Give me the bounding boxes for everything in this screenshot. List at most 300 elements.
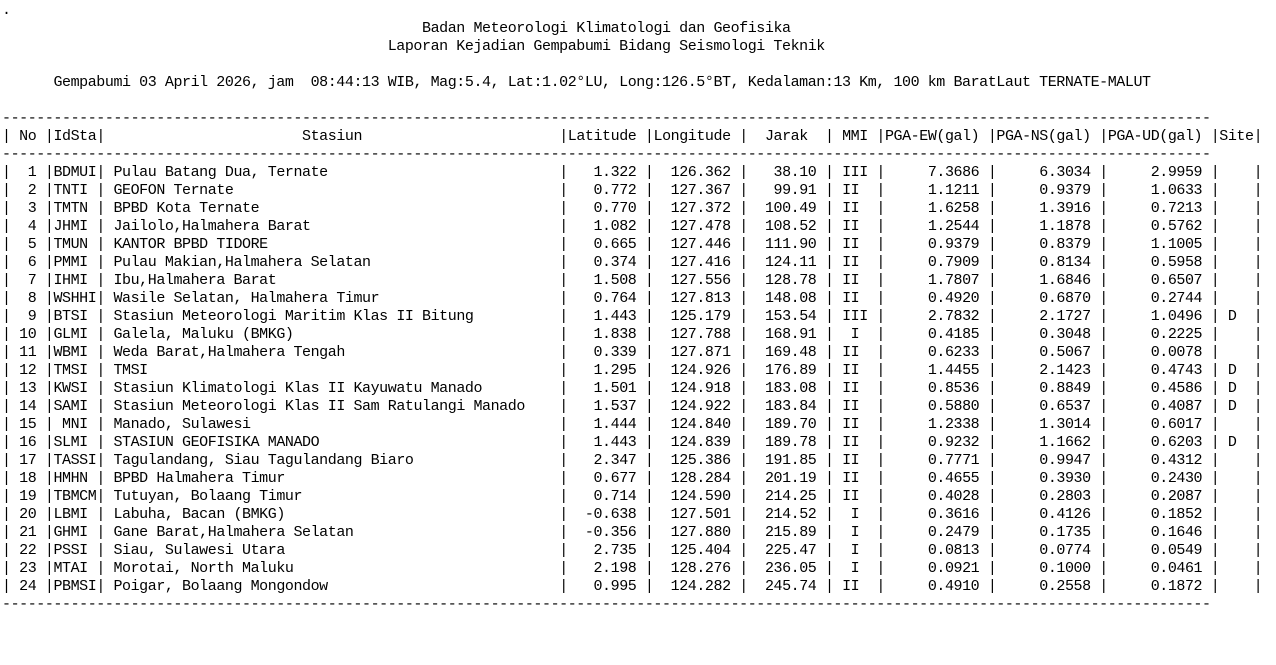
table-row: | 14 |SAMI | Stasiun Meteorologi Klas II Sam Ratulangi Manado | 1.537 | 124.922 | 183.84 | II | 0.5880 | 0.6537 | 0.4087 | D | [2, 398, 1263, 415]
distance: 214.25 [747, 488, 825, 505]
pga-ew: 0.4185 [884, 326, 988, 343]
distance: 183.08 [747, 380, 825, 397]
site [1219, 416, 1253, 433]
column-header: PGA-EW(gal) [884, 128, 988, 145]
pga-ns: 0.9379 [996, 182, 1100, 199]
pga-ew: 0.3616 [884, 506, 988, 523]
divider: --------------------------------------------------------------------------------------------------------------------------------------------- [2, 146, 1211, 163]
site [1219, 524, 1253, 541]
longitude: 127.446 [653, 236, 740, 253]
latitude: 1.082 [567, 218, 645, 235]
column-header: IdSta [53, 128, 97, 145]
pga-ew: 0.0921 [884, 560, 988, 577]
pga-ns: 1.1878 [996, 218, 1100, 235]
mmi: I [833, 560, 877, 577]
latitude: -0.638 [567, 506, 645, 523]
station-id: BDMUI [53, 164, 97, 181]
column-header: Longitude [653, 128, 740, 145]
mmi: II [833, 380, 877, 397]
table-row: | 3 |TMTN | BPBD Kota Ternate | 0.770 | 127.372 | 100.49 | II | 1.6258 | 1.3916 | 0.7213 | | [2, 200, 1263, 217]
distance: 148.08 [747, 290, 825, 307]
mmi: II [833, 578, 877, 595]
mmi: II [833, 488, 877, 505]
site: D [1219, 380, 1254, 397]
pga-ew: 0.4920 [884, 290, 988, 307]
site [1219, 290, 1253, 307]
site [1219, 272, 1253, 289]
station-id: GHMI [53, 524, 97, 541]
pga-ew: 1.4455 [884, 362, 988, 379]
site [1219, 200, 1253, 217]
station-name: Weda Barat,Halmahera Tengah [104, 344, 560, 361]
pga-ns: 0.6537 [996, 398, 1100, 415]
pga-ew: 0.2479 [884, 524, 988, 541]
pga-ud: 0.5762 [1107, 218, 1211, 235]
column-header: MMI [833, 128, 877, 145]
table-row: | 17 |TASSI| Tagulandang, Siau Tagulandang Biaro | 2.347 | 125.386 | 191.85 | II | 0.7771 | 0.9947 | 0.4312 | | [2, 452, 1263, 469]
pga-ew: 0.9232 [884, 434, 988, 451]
latitude: 2.735 [567, 542, 645, 559]
station-name: Stasiun Meteorologi Klas II Sam Ratulangi Manado [104, 398, 560, 415]
latitude: 1.295 [567, 362, 645, 379]
pga-ud: 0.7213 [1107, 200, 1211, 217]
station-name: Stasiun Klimatologi Klas II Kayuwatu Manado [104, 380, 560, 397]
pga-ns: 6.3034 [996, 164, 1100, 181]
station-id: WSHHI [53, 290, 97, 307]
station-name: Wasile Selatan, Halmahera Timur [104, 290, 560, 307]
station-name: Ibu,Halmahera Barat [104, 272, 560, 289]
distance: 38.10 [747, 164, 825, 181]
row-number: 14 [10, 398, 45, 415]
pga-ns: 0.6870 [996, 290, 1100, 307]
event-summary [2, 74, 1151, 91]
pga-ud: 0.2430 [1107, 470, 1211, 487]
site: D [1219, 434, 1254, 451]
pga-ud: 0.2087 [1107, 488, 1211, 505]
pga-ud: 0.1852 [1107, 506, 1211, 523]
station-name: Morotai, North Maluku [104, 560, 560, 577]
pga-ud: 1.0633 [1107, 182, 1211, 199]
distance: 153.54 [747, 308, 825, 325]
pga-ns: 1.3014 [996, 416, 1100, 433]
station-name: BPBD Kota Ternate [104, 200, 560, 217]
pga-ud: 2.9959 [1107, 164, 1211, 181]
latitude: 1.322 [567, 164, 645, 181]
latitude: 0.770 [567, 200, 645, 217]
distance: 183.84 [747, 398, 825, 415]
pga-ns: 0.3048 [996, 326, 1100, 343]
station-id: BTSI [53, 308, 97, 325]
station-id: PSSI [53, 542, 97, 559]
table-header: | No |IdSta| Stasiun |Latitude |Longitude | Jarak | MMI |PGA-EW(gal) |PGA-NS(gal) |PGA-UD(gal) |Site| [2, 128, 1263, 145]
longitude: 127.478 [653, 218, 740, 235]
longitude: 127.372 [653, 200, 740, 217]
pga-ud: 0.4087 [1107, 398, 1211, 415]
pga-ud: 0.4312 [1107, 452, 1211, 469]
distance: 108.52 [747, 218, 825, 235]
pga-ud: 0.5958 [1107, 254, 1211, 271]
row-number: 9 [10, 308, 45, 325]
pga-ew: 1.7807 [884, 272, 988, 289]
mmi: II [833, 218, 877, 235]
row-number: 20 [10, 506, 45, 523]
pga-ns: 0.0774 [996, 542, 1100, 559]
pga-ew: 0.9379 [884, 236, 988, 253]
pga-ud: 0.0549 [1107, 542, 1211, 559]
table-row: | 8 |WSHHI| Wasile Selatan, Halmahera Timur | 0.764 | 127.813 | 148.08 | II | 0.4920 | 0.6870 | 0.2744 | | [2, 290, 1263, 307]
latitude: 0.714 [567, 488, 645, 505]
distance: 201.19 [747, 470, 825, 487]
distance: 225.47 [747, 542, 825, 559]
longitude: 124.590 [653, 488, 740, 505]
mmi: II [833, 434, 877, 451]
table-row: | 19 |TBMCM| Tutuyan, Bolaang Timur | 0.714 | 124.590 | 214.25 | II | 0.4028 | 0.2803 | 0.2087 | | [2, 488, 1263, 505]
site [1219, 506, 1253, 523]
mmi: II [833, 362, 877, 379]
latitude: 0.339 [567, 344, 645, 361]
table-row: | 6 |PMMI | Pulau Makian,Halmahera Selatan | 0.374 | 127.416 | 124.11 | II | 0.7909 | 0.8134 | 0.5958 | | [2, 254, 1263, 271]
site [1219, 560, 1253, 577]
latitude: 0.764 [567, 290, 645, 307]
row-number: 17 [10, 452, 45, 469]
longitude: 127.813 [653, 290, 740, 307]
row-number: 24 [10, 578, 45, 595]
pga-ns: 0.1735 [996, 524, 1100, 541]
mmi: I [833, 326, 877, 343]
mmi: II [833, 290, 877, 307]
distance: 176.89 [747, 362, 825, 379]
distance: 168.91 [747, 326, 825, 343]
column-header: Jarak [747, 128, 825, 145]
distance: 214.52 [747, 506, 825, 523]
longitude: 127.788 [653, 326, 740, 343]
mmi: II [833, 470, 877, 487]
latitude: 1.508 [567, 272, 645, 289]
latitude: 1.443 [567, 308, 645, 325]
station-name: TMSI [104, 362, 560, 379]
table-row: | 22 |PSSI | Siau, Sulawesi Utara | 2.735 | 125.404 | 225.47 | I | 0.0813 | 0.0774 | 0.0549 | | [2, 542, 1263, 559]
pga-ud: 0.6017 [1107, 416, 1211, 433]
station-id: WBMI [53, 344, 97, 361]
station-name: Jailolo,Halmahera Barat [104, 218, 560, 235]
pga-ns: 0.3930 [996, 470, 1100, 487]
pga-ew: 1.1211 [884, 182, 988, 199]
site [1219, 488, 1253, 505]
distance: 111.90 [747, 236, 825, 253]
mmi: II [833, 416, 877, 433]
pga-ns: 1.6846 [996, 272, 1100, 289]
site [1219, 344, 1253, 361]
distance: 128.78 [747, 272, 825, 289]
mmi: II [833, 452, 877, 469]
mmi: II [833, 272, 877, 289]
pga-ud: 0.2744 [1107, 290, 1211, 307]
distance: 236.05 [747, 560, 825, 577]
table-row: | 11 |WBMI | Weda Barat,Halmahera Tengah | 0.339 | 127.871 | 169.48 | II | 0.6233 | 0.5067 | 0.0078 | | [2, 344, 1263, 361]
longitude: 127.501 [653, 506, 740, 523]
longitude: 125.179 [653, 308, 740, 325]
latitude: 1.537 [567, 398, 645, 415]
station-id: KWSI [53, 380, 97, 397]
latitude: 2.198 [567, 560, 645, 577]
station-name: GEOFON Ternate [104, 182, 560, 199]
table-row: | 12 |TMSI | TMSI | 1.295 | 124.926 | 176.89 | II | 1.4455 | 2.1423 | 0.4743 | D | [2, 362, 1263, 379]
row-number: 23 [10, 560, 45, 577]
site [1219, 326, 1253, 343]
pga-ns: 0.9947 [996, 452, 1100, 469]
row-number: 18 [10, 470, 45, 487]
latitude: 1.443 [567, 434, 645, 451]
mmi: II [833, 344, 877, 361]
pga-ew: 1.6258 [884, 200, 988, 217]
agency-name: Badan Meteorologi Klimatologi dan Geofisika [422, 20, 791, 37]
station-id: JHMI [53, 218, 97, 235]
site [1219, 578, 1253, 595]
row-number: 10 [10, 326, 45, 343]
longitude: 127.880 [653, 524, 740, 541]
longitude: 124.840 [653, 416, 740, 433]
mmi: II [833, 182, 877, 199]
pga-ud: 0.6203 [1107, 434, 1211, 451]
table-row: | 2 |TNTI | GEOFON Ternate | 0.772 | 127.367 | 99.91 | II | 1.1211 | 0.9379 | 1.0633 | | [2, 182, 1263, 199]
report-title-text: Laporan Kejadian Gempabumi Bidang Seismologi Teknik [387, 38, 825, 55]
station-id: PMMI [53, 254, 97, 271]
pga-ew: 1.2544 [884, 218, 988, 235]
latitude: 1.501 [567, 380, 645, 397]
table-row: | 21 |GHMI | Gane Barat,Halmahera Selatan | -0.356 | 127.880 | 215.89 | I | 0.2479 | 0.1735 | 0.1646 | | [2, 524, 1263, 541]
station-name: Siau, Sulawesi Utara [104, 542, 560, 559]
report-title [2, 38, 825, 55]
site [1219, 164, 1253, 181]
station-name: Pulau Makian,Halmahera Selatan [104, 254, 560, 271]
distance: 191.85 [747, 452, 825, 469]
row-number: 2 [10, 182, 45, 199]
pga-ns: 0.2803 [996, 488, 1100, 505]
latitude: 0.677 [567, 470, 645, 487]
mmi: II [833, 236, 877, 253]
site: D [1219, 308, 1254, 325]
pga-ud: 1.1005 [1107, 236, 1211, 253]
distance: 100.49 [747, 200, 825, 217]
pga-ud: 0.0461 [1107, 560, 1211, 577]
latitude: 0.995 [567, 578, 645, 595]
row-number: 3 [10, 200, 45, 217]
pga-ew: 7.3686 [884, 164, 988, 181]
mmi: I [833, 542, 877, 559]
distance: 215.89 [747, 524, 825, 541]
pga-ew: 2.7832 [884, 308, 988, 325]
site: D [1219, 398, 1254, 415]
longitude: 128.276 [653, 560, 740, 577]
table-row: | 13 |KWSI | Stasiun Klimatologi Klas II Kayuwatu Manado | 1.501 | 124.918 | 183.08 | II | 0.8536 | 0.8849 | 0.4586 | D | [2, 380, 1263, 397]
site: D [1219, 362, 1254, 379]
pga-ns: 2.1423 [996, 362, 1100, 379]
mmi: II [833, 254, 877, 271]
latitude: -0.356 [567, 524, 645, 541]
distance: 189.70 [747, 416, 825, 433]
station-id: HMHN [53, 470, 97, 487]
pga-ns: 0.8849 [996, 380, 1100, 397]
station-id: TMSI [53, 362, 97, 379]
row-number: 11 [10, 344, 45, 361]
pga-ew: 0.0813 [884, 542, 988, 559]
station-id: TASSI [53, 452, 97, 469]
longitude: 124.922 [653, 398, 740, 415]
longitude: 127.416 [653, 254, 740, 271]
table-row: | 23 |MTAI | Morotai, North Maluku | 2.198 | 128.276 | 236.05 | I | 0.0921 | 0.1000 | 0.0461 | | [2, 560, 1263, 577]
pga-ew: 0.4910 [884, 578, 988, 595]
station-id: GLMI [53, 326, 97, 343]
row-number: 22 [10, 542, 45, 559]
station-id: TMUN [53, 236, 97, 253]
table-row: | 20 |LBMI | Labuha, Bacan (BMKG) | -0.638 | 127.501 | 214.52 | I | 0.3616 | 0.4126 | 0.1852 | | [2, 506, 1263, 523]
pga-ns: 0.1000 [996, 560, 1100, 577]
longitude: 127.367 [653, 182, 740, 199]
station-id: IHMI [53, 272, 97, 289]
station-name: Labuha, Bacan (BMKG) [104, 506, 560, 523]
pga-ew: 1.2338 [884, 416, 988, 433]
station-id: PBMSI [53, 578, 97, 595]
mmi: III [833, 164, 877, 181]
latitude: 0.772 [567, 182, 645, 199]
pga-ud: 0.4743 [1107, 362, 1211, 379]
mmi: I [833, 524, 877, 541]
station-name: Pulau Batang Dua, Ternate [104, 164, 560, 181]
pga-ns: 1.1662 [996, 434, 1100, 451]
row-number: 13 [10, 380, 45, 397]
pga-ud: 0.1872 [1107, 578, 1211, 595]
station-id: MNI [53, 416, 97, 433]
event-text: Gempabumi 03 April 2026, jam 08:44:13 WIB, Mag:5.4, Lat:1.02°LU, Long:126.5°BT, Kedalaman:13 Km, 100 km BaratLaut TERNATE-MALUT [53, 74, 1151, 91]
latitude: 0.374 [567, 254, 645, 271]
station-name: Galela, Maluku (BMKG) [104, 326, 560, 343]
row-number: 7 [10, 272, 45, 289]
table-row: | 7 |IHMI | Ibu,Halmahera Barat | 1.508 | 127.556 | 128.78 | II | 1.7807 | 1.6846 | 0.6507 | | [2, 272, 1263, 289]
row-number: 19 [10, 488, 45, 505]
station-name: Gane Barat,Halmahera Selatan [104, 524, 560, 541]
table-row: | 10 |GLMI | Galela, Maluku (BMKG) | 1.838 | 127.788 | 168.91 | I | 0.4185 | 0.3048 | 0.2225 | | [2, 326, 1263, 343]
station-name: BPBD Halmahera Timur [104, 470, 560, 487]
row-number: 12 [10, 362, 45, 379]
mmi: II [833, 398, 877, 415]
pga-ew: 0.7909 [884, 254, 988, 271]
pga-ud: 0.1646 [1107, 524, 1211, 541]
mmi: I [833, 506, 877, 523]
longitude: 124.918 [653, 380, 740, 397]
pga-ud: 0.4586 [1107, 380, 1211, 397]
row-number: 15 [10, 416, 45, 433]
column-header: Latitude [567, 128, 645, 145]
pga-ud: 0.0078 [1107, 344, 1211, 361]
pga-ud: 0.6507 [1107, 272, 1211, 289]
latitude: 0.665 [567, 236, 645, 253]
station-id: TBMCM [53, 488, 97, 505]
pga-ns: 0.2558 [996, 578, 1100, 595]
pga-ew: 0.4655 [884, 470, 988, 487]
table-body [2, 164, 1262, 595]
station-id: TMTN [53, 200, 97, 217]
longitude: 126.362 [653, 164, 740, 181]
station-name: Tutuyan, Bolaang Timur [104, 488, 560, 505]
row-number: 8 [10, 290, 45, 307]
pga-ns: 1.3916 [996, 200, 1100, 217]
column-header: PGA-UD(gal) [1107, 128, 1211, 145]
pga-ns: 2.1727 [996, 308, 1100, 325]
table-row: | 4 |JHMI | Jailolo,Halmahera Barat | 1.082 | 127.478 | 108.52 | II | 1.2544 | 1.1878 | 0.5762 | | [2, 218, 1263, 235]
latitude: 1.838 [567, 326, 645, 343]
row-number: 4 [10, 218, 45, 235]
site [1219, 470, 1253, 487]
longitude: 124.926 [653, 362, 740, 379]
longitude: 127.556 [653, 272, 740, 289]
mmi: II [833, 200, 877, 217]
distance: 169.48 [747, 344, 825, 361]
station-id: SAMI [53, 398, 97, 415]
longitude: 124.839 [653, 434, 740, 451]
site [1219, 236, 1253, 253]
row-number: 5 [10, 236, 45, 253]
pga-ud: 0.2225 [1107, 326, 1211, 343]
pga-ew: 0.4028 [884, 488, 988, 505]
pga-ew: 0.5880 [884, 398, 988, 415]
divider: --------------------------------------------------------------------------------------------------------------------------------------------- [2, 596, 1211, 613]
pga-ns: 0.5067 [996, 344, 1100, 361]
table-row: | 24 |PBMSI| Poigar, Bolaang Mongondow | 0.995 | 124.282 | 245.74 | II | 0.4910 | 0.2558 | 0.1872 | | [2, 578, 1263, 595]
pga-ns: 0.4126 [996, 506, 1100, 523]
site [1219, 254, 1253, 271]
table-row: | 1 |BDMUI| Pulau Batang Dua, Ternate | 1.322 | 126.362 | 38.10 | III | 7.3686 | 6.3034 | 2.9959 | | [2, 164, 1263, 181]
station-name: STASIUN GEOFISIKA MANADO [104, 434, 560, 451]
distance: 189.78 [747, 434, 825, 451]
row-number: 16 [10, 434, 45, 451]
latitude: 2.347 [567, 452, 645, 469]
pga-ew: 0.8536 [884, 380, 988, 397]
pga-ew: 0.6233 [884, 344, 988, 361]
site [1219, 452, 1253, 469]
divider: --------------------------------------------------------------------------------------------------------------------------------------------- [2, 110, 1211, 127]
top-dot: . [2, 2, 11, 19]
site [1219, 542, 1253, 559]
longitude: 125.404 [653, 542, 740, 559]
column-header: Stasiun [104, 128, 560, 145]
station-id: TNTI [53, 182, 97, 199]
distance: 245.74 [747, 578, 825, 595]
column-header: PGA-NS(gal) [996, 128, 1100, 145]
station-name: Stasiun Meteorologi Maritim Klas II Bitung [104, 308, 560, 325]
distance: 99.91 [747, 182, 825, 199]
table-row: | 18 |HMHN | BPBD Halmahera Timur | 0.677 | 128.284 | 201.19 | II | 0.4655 | 0.3930 | 0.2430 | | [2, 470, 1263, 487]
pga-ew: 0.7771 [884, 452, 988, 469]
site [1219, 182, 1253, 199]
pga-ns: 0.8134 [996, 254, 1100, 271]
column-header: Site [1219, 128, 1254, 145]
station-name: Tagulandang, Siau Tagulandang Biaro [104, 452, 560, 469]
station-name: Manado, Sulawesi [104, 416, 560, 433]
station-id: MTAI [53, 560, 97, 577]
column-header: No [10, 128, 45, 145]
station-name: KANTOR BPBD TIDORE [104, 236, 560, 253]
row-number: 6 [10, 254, 45, 271]
mmi: III [833, 308, 877, 325]
table-row: | 16 |SLMI | STASIUN GEOFISIKA MANADO | 1.443 | 124.839 | 189.78 | II | 0.9232 | 1.1662 | 0.6203 | D | [2, 434, 1263, 451]
agency-title [2, 20, 791, 37]
table-row: | 9 |BTSI | Stasiun Meteorologi Maritim Klas II Bitung | 1.443 | 125.179 | 153.54 | III | 2.7832 | 2.1727 | 1.0496 | D | [2, 308, 1263, 325]
longitude: 128.284 [653, 470, 740, 487]
latitude: 1.444 [567, 416, 645, 433]
station-name: Poigar, Bolaang Mongondow [104, 578, 560, 595]
longitude: 124.282 [653, 578, 740, 595]
table-row: | 5 |TMUN | KANTOR BPBD TIDORE | 0.665 | 127.446 | 111.90 | II | 0.9379 | 0.8379 | 1.1005 | | [2, 236, 1263, 253]
